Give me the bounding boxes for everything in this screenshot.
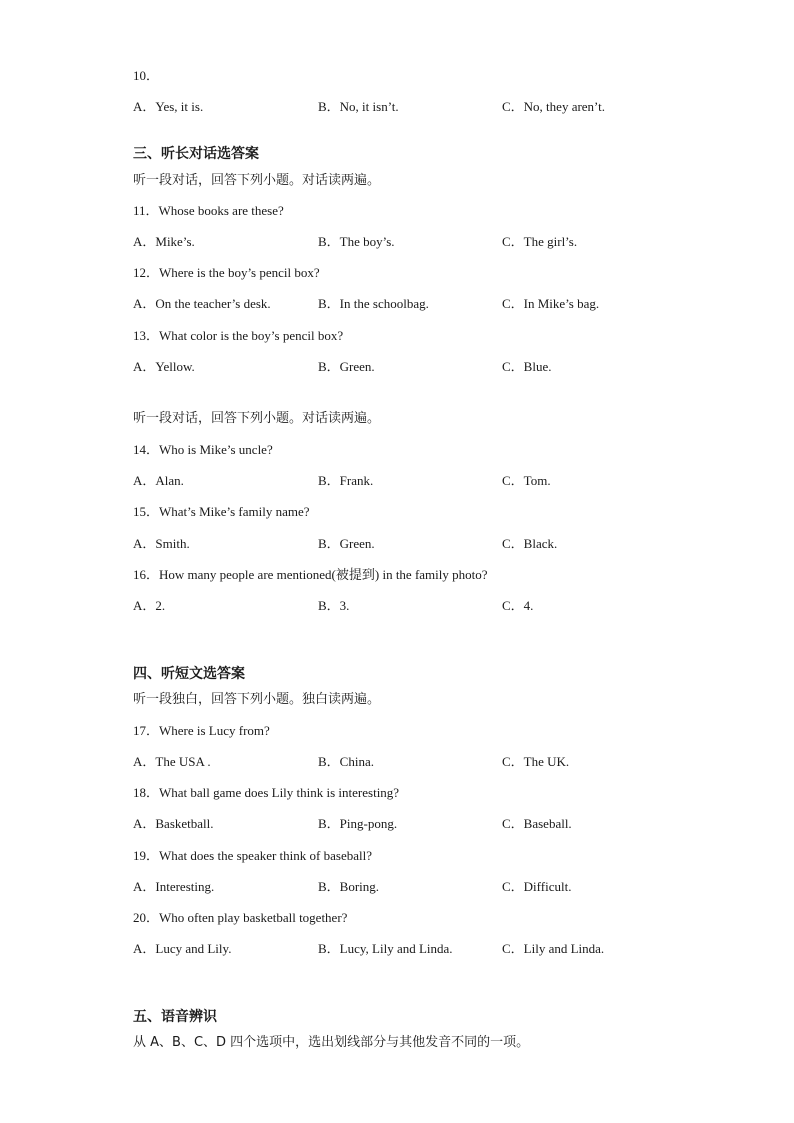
option-b: B．Green. xyxy=(318,359,375,374)
section-5-instruction: 从 A、B、C、D 四个选项中，选出划线部分与其他发音不同的一项。 xyxy=(133,1035,530,1050)
question-17: 17．Where is Lucy from? xyxy=(133,723,270,738)
option-c: C．Baseball. xyxy=(502,816,572,831)
question-20: 20．Who often play basketball together? xyxy=(133,910,348,925)
question-18: 18．What ball game does Lily think is interesting? xyxy=(133,785,400,800)
question-15: 15．What’s Mike’s family name? xyxy=(133,504,310,519)
question-10-number: 10． xyxy=(133,68,160,83)
option-a: A．The USA . xyxy=(133,754,211,769)
section-4-instruction: 听一段独白，回答下列小题。独白读两遍。 xyxy=(133,692,381,707)
option-c: C．Tom. xyxy=(502,473,551,488)
option-c: C．The UK. xyxy=(502,754,570,769)
option-b: B．Green. xyxy=(318,536,375,551)
option-a: A．Alan. xyxy=(133,473,184,488)
option-a: A．Lucy and Lily. xyxy=(133,941,232,956)
option-a: A．On the teacher’s desk. xyxy=(133,296,271,311)
option-c: C．The girl’s. xyxy=(502,234,578,249)
option-b: B．Lucy, Lily and Linda. xyxy=(318,941,453,956)
option-c: C．4. xyxy=(502,598,534,613)
option-a: A．Yellow. xyxy=(133,359,195,374)
option-b: B．Frank. xyxy=(318,473,374,488)
option-c: C．Difficult. xyxy=(502,879,572,894)
option-a: A．Smith. xyxy=(133,536,190,551)
option-a: A．Yes, it is. xyxy=(133,99,204,114)
option-a: A．Basketball. xyxy=(133,816,214,831)
option-c: C．Black. xyxy=(502,536,558,551)
option-b: B．In the schoolbag. xyxy=(318,296,429,311)
question-16: 16．How many people are mentioned(被提到) in the family photo? xyxy=(133,567,488,582)
section-3-instruction-2: 听一段对话，回答下列小题。对话读两遍。 xyxy=(133,411,381,426)
section-3-instruction-1: 听一段对话，回答下列小题。对话读两遍。 xyxy=(133,173,381,188)
option-c: C．No, they aren’t. xyxy=(502,99,606,114)
option-c: C．In Mike’s bag. xyxy=(502,296,600,311)
option-b: B．Ping-pong. xyxy=(318,816,398,831)
option-c: C．Blue. xyxy=(502,359,552,374)
question-14: 14．Who is Mike’s uncle? xyxy=(133,442,273,457)
option-b: B．China. xyxy=(318,754,374,769)
question-13: 13．What color is the boy’s pencil box? xyxy=(133,328,344,343)
section-5-heading: 五、语音辨识 xyxy=(133,1009,217,1025)
option-a: A．Interesting. xyxy=(133,879,215,894)
question-19: 19．What does the speaker think of baseball? xyxy=(133,848,372,863)
question-11: 11．Whose books are these? xyxy=(133,203,284,218)
option-a: A．2. xyxy=(133,598,166,613)
option-b: B．The boy’s. xyxy=(318,234,395,249)
section-3-heading: 三、听长对话选答案 xyxy=(133,146,259,162)
option-b: B．Boring. xyxy=(318,879,380,894)
option-b: B．No, it isn’t. xyxy=(318,99,399,114)
option-c: C．Lily and Linda. xyxy=(502,941,605,956)
question-12: 12．Where is the boy’s pencil box? xyxy=(133,265,320,280)
section-4-heading: 四、听短文选答案 xyxy=(133,666,245,682)
option-b: B．3. xyxy=(318,598,350,613)
option-a: A．Mike’s. xyxy=(133,234,195,249)
